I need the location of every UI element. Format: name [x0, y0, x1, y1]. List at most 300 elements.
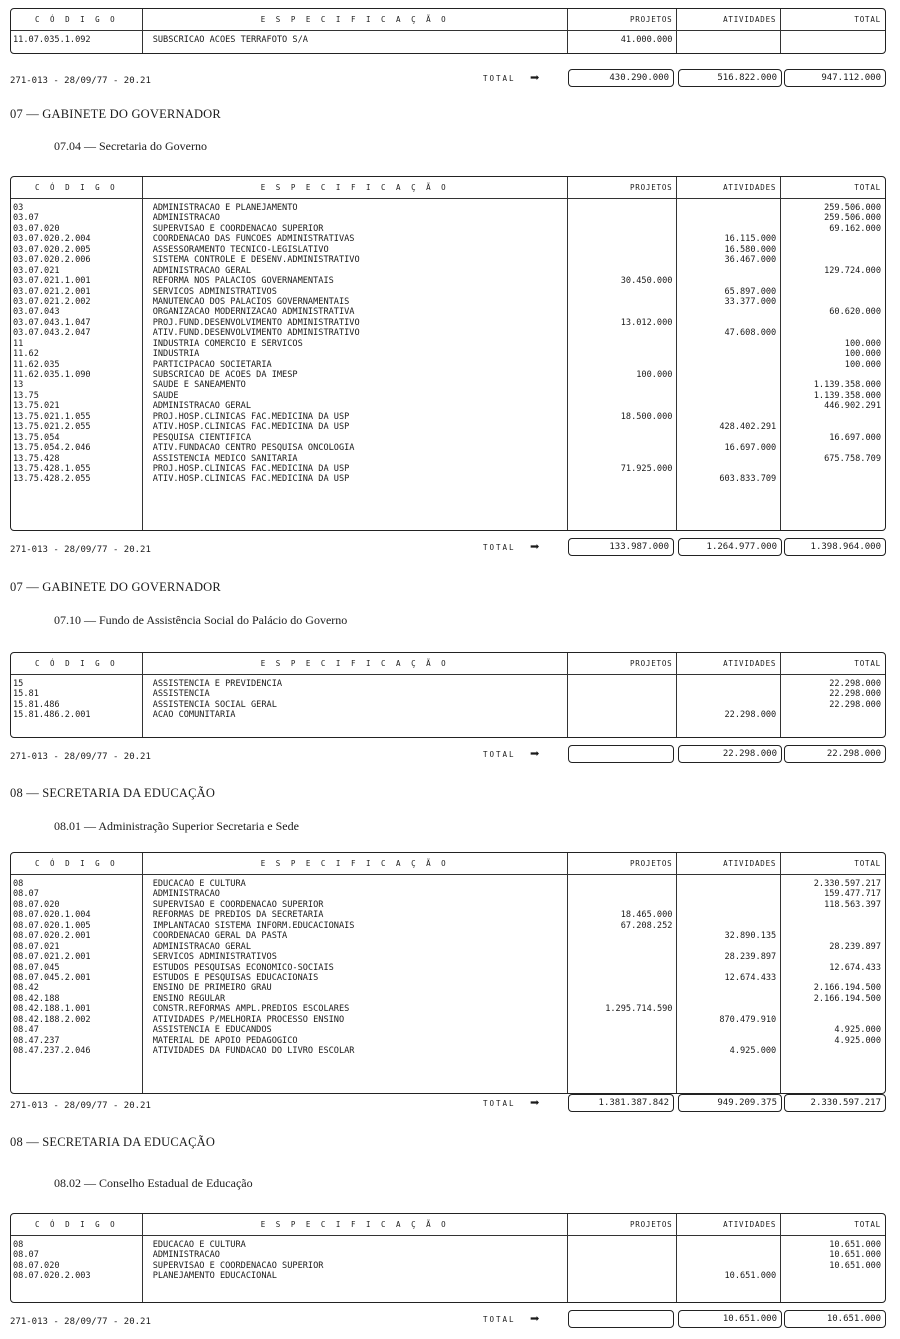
budget-table: [10, 1213, 886, 1303]
cell-atividades: [677, 689, 776, 699]
cell-projetos: [568, 963, 673, 973]
column-especificacao: [143, 31, 568, 53]
cell-especificacao: ATIV.FUND.DESENVOLVIMENTO ADMINISTRATIVO: [152, 328, 360, 339]
cell-atividades: [677, 889, 776, 899]
cell-codigo: 15.81: [13, 689, 39, 700]
cell-especificacao: ESTUDOS PESQUISAS ECONOMICO-SOCIAIS: [152, 962, 334, 973]
cell-codigo: 03.07.021.2.002: [13, 296, 91, 307]
cell-especificacao: ADMINISTRACAO GERAL: [152, 401, 252, 412]
cell-total: [781, 370, 881, 380]
cell-especificacao: SUBSCRICAO ACOES TERRAFOTO S/A: [152, 35, 308, 45]
cell-especificacao: ATIV.HOSP.CLINICAS FAC.MEDICINA DA USP: [152, 422, 350, 433]
cell-codigo: 13.75: [13, 390, 39, 401]
cell-atividades: [677, 224, 776, 234]
cell-codigo: 13.75.021: [13, 401, 60, 412]
total-atividades: 22.298.000: [678, 745, 782, 763]
cell-especificacao: EDUCACAO E CULTURA: [152, 879, 246, 889]
cell-codigo: 08.07.020.1.005: [13, 920, 91, 931]
cell-especificacao: CONSTR.REFORMAS AMPL.PREDIOS ESCOLARES: [152, 1004, 350, 1015]
cell-codigo: 08.42.188: [13, 993, 60, 1004]
footer-code: 271-013 - 28/09/77 - 20.21: [10, 76, 151, 86]
table-body: [11, 31, 885, 53]
cell-especificacao: ADMINISTRACAO: [152, 213, 220, 224]
cell-atividades: 4.925.000: [729, 1046, 777, 1056]
section-subheading: 07.04 — Secretaria do Governo: [54, 139, 207, 153]
column-projetos: [568, 675, 678, 737]
total-projetos: [568, 745, 674, 763]
cell-total: 22.298.000: [829, 689, 881, 700]
arrow-right-icon: ➡: [530, 1309, 540, 1328]
cell-atividades: [677, 900, 776, 910]
section-heading: 07 — GABINETE DO GOVERNADOR: [10, 107, 221, 121]
cell-total: [781, 245, 881, 255]
cell-projetos: 13.012.000: [620, 317, 673, 328]
cell-total: [781, 328, 881, 338]
cell-codigo: 13.75.428.1.055: [13, 463, 91, 474]
total-label: TOTAL: [483, 750, 516, 759]
cell-total: [781, 1004, 881, 1014]
cell-projetos: [568, 973, 673, 983]
cell-projetos: [568, 443, 673, 453]
total-label: TOTAL: [483, 1315, 516, 1324]
cell-especificacao: PESQUISA CIENTIFICA: [152, 432, 252, 443]
cell-projetos: [568, 339, 673, 349]
cell-atividades: 36.467.000: [724, 255, 777, 266]
cell-projetos: [568, 266, 673, 276]
cell-especificacao: MANUTENCAO DOS PALACIOS GOVERNAMENTAIS: [152, 296, 350, 307]
footer-code: 271-013 - 28/09/77 - 20.21: [10, 1317, 151, 1327]
cell-total: 2.166.194.500: [813, 993, 881, 1004]
cell-projetos: 67.208.252: [620, 920, 673, 931]
cell-codigo: 08: [13, 879, 24, 889]
cell-projetos: [568, 245, 673, 255]
cell-atividades: [677, 213, 776, 223]
cell-codigo: 11: [13, 338, 24, 349]
column-header-total: TOTAL: [854, 15, 881, 24]
cell-atividades: [677, 942, 776, 952]
cell-codigo: 13: [13, 380, 24, 391]
column-header-especificacao: E S P E C I F I C A Ç Ã O: [143, 9, 568, 30]
cell-especificacao: INDUSTRIA COMERCIO E SERVICOS: [152, 338, 303, 349]
cell-total: 259.506.000: [824, 203, 881, 213]
cell-especificacao: PROJ.FUND.DESENVOLVIMENTO ADMINISTRATIVO: [152, 317, 360, 328]
cell-projetos: [568, 360, 673, 370]
column-projetos: [568, 875, 678, 1093]
cell-especificacao: ADMINISTRACAO GERAL: [152, 941, 252, 952]
cell-codigo: 11.62.035.1.090: [13, 370, 91, 380]
cell-total: 69.162.000: [829, 223, 881, 234]
cell-projetos: [568, 710, 673, 720]
cell-atividades: [677, 349, 776, 359]
cell-total: 16.697.000: [829, 432, 881, 443]
cell-projetos: [568, 900, 673, 910]
cell-codigo: 03: [13, 203, 24, 213]
cell-total: [781, 1271, 881, 1281]
cell-projetos: [568, 224, 673, 234]
cell-projetos: [568, 942, 673, 952]
column-projetos: [568, 31, 678, 53]
cell-projetos: [568, 1240, 673, 1250]
cell-projetos: [568, 454, 673, 464]
column-especificacao: [143, 199, 568, 530]
cell-atividades: 603.833.709: [719, 474, 777, 485]
arrow-right-icon: ➡: [530, 1093, 540, 1112]
table-header: [11, 853, 885, 875]
column-header-projetos: PROJETOS: [568, 177, 678, 198]
cell-codigo: 08.47: [13, 1025, 39, 1036]
cell-atividades: [677, 963, 776, 973]
cell-codigo: 15: [13, 679, 24, 689]
cell-total: [781, 443, 881, 453]
cell-projetos: [568, 689, 673, 699]
total-atividades: 1.264.977.000: [678, 538, 782, 556]
cell-especificacao: ADMINISTRACAO: [152, 1250, 220, 1261]
cell-codigo: 11.62.035: [13, 359, 60, 370]
cell-total: 22.298.000: [829, 699, 881, 710]
column-atividades: [677, 1236, 781, 1302]
total-projetos: [568, 1310, 674, 1328]
total-total: 22.298.000: [784, 745, 886, 763]
cell-projetos: [568, 1250, 673, 1260]
column-header-atividades: ATIVIDADES: [677, 1214, 781, 1235]
cell-total: [781, 297, 881, 307]
cell-atividades: [677, 921, 776, 931]
cell-especificacao: SERVICOS ADMINISTRATIVOS: [152, 952, 277, 963]
cell-especificacao: ASSISTENCIA E EDUCANDOS: [152, 1025, 272, 1036]
cell-codigo: 08.07.020: [13, 899, 60, 910]
cell-total: 10.651.000: [829, 1260, 881, 1271]
cell-total: 28.239.897: [829, 941, 881, 952]
table-body: [11, 199, 885, 530]
cell-especificacao: PARTICIPACAO SOCIETARIA: [152, 359, 272, 370]
column-atividades: [677, 31, 781, 53]
cell-total: [781, 973, 881, 983]
cell-codigo: 08.07.021: [13, 941, 60, 952]
column-header-especificacao: E S P E C I F I C A Ç Ã O: [143, 1214, 568, 1235]
total-atividades: 10.651.000: [678, 1310, 782, 1328]
cell-especificacao: INDUSTRIA: [152, 349, 200, 360]
cell-codigo: 03.07.021: [13, 265, 60, 276]
cell-codigo: 08.07: [13, 1250, 39, 1261]
cell-total: [781, 1046, 881, 1056]
cell-total: [781, 234, 881, 244]
column-header-codigo: C Ó D I G O: [11, 9, 143, 30]
cell-projetos: [568, 1271, 673, 1281]
cell-especificacao: SUPERVISAO E COORDENACAO SUPERIOR: [152, 1260, 324, 1271]
cell-codigo: 03.07.020.2.006: [13, 255, 91, 266]
cell-codigo: 08.07.045.2.001: [13, 972, 91, 983]
column-total: [781, 199, 885, 530]
cell-codigo: 08.07.020.1.004: [13, 910, 91, 921]
table-body: [11, 875, 885, 1093]
cell-projetos: [568, 1261, 673, 1271]
cell-especificacao: ENSINO REGULAR: [152, 993, 226, 1004]
cell-especificacao: REFORMA NOS PALACIOS GOVERNAMENTAIS: [152, 276, 334, 287]
cell-atividades: [677, 318, 776, 328]
cell-projetos: [568, 234, 673, 244]
cell-projetos: [568, 213, 673, 223]
cell-total: 10.651.000: [829, 1250, 881, 1261]
cell-atividades: 33.377.000: [724, 296, 777, 307]
cell-atividades: 16.115.000: [724, 234, 777, 245]
cell-atividades: [677, 679, 776, 689]
column-header-total: TOTAL: [854, 1220, 881, 1229]
section-subheading: 08.01 — Administração Superior Secretaria e Sede: [54, 819, 299, 833]
budget-table: [10, 852, 886, 1094]
column-header-total: TOTAL: [854, 659, 881, 668]
cell-codigo: 13.75.021.1.055: [13, 411, 91, 422]
cell-atividades: [677, 910, 776, 920]
cell-especificacao: ADMINISTRACAO E PLANEJAMENTO: [152, 203, 298, 213]
cell-atividades: 16.580.000: [724, 244, 777, 255]
column-header-codigo: C Ó D I G O: [11, 177, 143, 198]
cell-projetos: [568, 1025, 673, 1035]
cell-total: [781, 474, 881, 484]
total-projetos: 133.987.000: [568, 538, 674, 556]
total-projetos: 1.381.387.842: [568, 1094, 674, 1112]
cell-total: [781, 952, 881, 962]
cell-codigo: 03.07.021.1.001: [13, 276, 91, 287]
cell-codigo: 03.07.043: [13, 307, 60, 318]
cell-total: 60.620.000: [829, 307, 881, 318]
cell-atividades: [677, 433, 776, 443]
cell-total: [781, 287, 881, 297]
cell-atividades: [677, 1261, 776, 1271]
total-label: TOTAL: [483, 74, 516, 83]
cell-especificacao: ATIV.HOSP.CLINICAS FAC.MEDICINA DA USP: [152, 474, 350, 485]
cell-codigo: 13.75.428: [13, 453, 60, 464]
cell-codigo: 08.42.188.1.001: [13, 1004, 91, 1015]
section-subheading: 07.10 — Fundo de Assistência Social do Palácio do Governo: [54, 613, 348, 627]
column-header-projetos: PROJETOS: [568, 653, 678, 674]
cell-total: 4.925.000: [834, 1025, 881, 1036]
cell-especificacao: SUBSCRICAO DE ACOES DA IMESP: [152, 370, 298, 380]
cell-projetos: [568, 1046, 673, 1056]
cell-atividades: [677, 1036, 776, 1046]
cell-atividades: [677, 1250, 776, 1260]
cell-projetos: [568, 255, 673, 265]
cell-total: 100.000: [844, 359, 881, 370]
cell-total: [781, 710, 881, 720]
cell-projetos: [568, 433, 673, 443]
cell-especificacao: ASSISTENCIA: [152, 689, 210, 700]
cell-especificacao: ENSINO DE PRIMEIRO GRAU: [152, 983, 272, 994]
footer-code: 271-013 - 28/09/77 - 20.21: [10, 1101, 151, 1111]
cell-total: [781, 255, 881, 265]
cell-codigo: 15.81.486.2.001: [13, 710, 91, 721]
column-codigo: [11, 675, 143, 737]
column-header-total: TOTAL: [854, 183, 881, 192]
cell-codigo: 08.42: [13, 983, 39, 994]
cell-total: [781, 422, 881, 432]
cell-especificacao: ADMINISTRACAO: [152, 889, 220, 900]
cell-total: 675.758.709: [824, 453, 881, 464]
cell-especificacao: ACAO COMUNITARIA: [152, 710, 236, 721]
cell-especificacao: SUPERVISAO E COORDENACAO SUPERIOR: [152, 899, 324, 910]
cell-total: 22.298.000: [829, 679, 881, 689]
column-codigo: [11, 1236, 143, 1302]
table-header: [11, 9, 885, 31]
footer-code: 271-013 - 28/09/77 - 20.21: [10, 545, 151, 555]
section-subheading: 08.02 — Conselho Estadual de Educação: [54, 1176, 253, 1190]
table-header: [11, 177, 885, 199]
cell-projetos: [568, 297, 673, 307]
cell-total: [781, 276, 881, 286]
table-header: [11, 1214, 885, 1236]
cell-total: 10.651.000: [829, 1240, 881, 1250]
cell-especificacao: SAUDE E SANEAMENTO: [152, 380, 246, 391]
cell-projetos: 30.450.000: [620, 276, 673, 287]
cell-projetos: [568, 700, 673, 710]
cell-atividades: 47.608.000: [724, 328, 777, 339]
cell-codigo: 08.07.020.2.003: [13, 1271, 91, 1282]
budget-table: [10, 652, 886, 738]
cell-projetos: [568, 1015, 673, 1025]
table-header: [11, 653, 885, 675]
cell-codigo: 15.81.486: [13, 699, 60, 710]
cell-codigo: 03.07.021.2.001: [13, 286, 91, 297]
cell-atividades: [677, 360, 776, 370]
column-header-atividades: ATIVIDADES: [677, 177, 781, 198]
cell-projetos: [568, 474, 673, 484]
cell-total: [781, 318, 881, 328]
column-codigo: [11, 31, 143, 53]
cell-projetos: [568, 931, 673, 941]
table-body: [11, 1236, 885, 1302]
cell-atividades: [677, 203, 776, 213]
total-atividades: 949.209.375: [678, 1094, 782, 1112]
cell-codigo: 08.47.237: [13, 1035, 60, 1046]
cell-especificacao: EDUCACAO E CULTURA: [152, 1240, 246, 1250]
column-especificacao: [143, 675, 568, 737]
cell-atividades: [677, 879, 776, 889]
total-label: TOTAL: [483, 543, 516, 552]
column-codigo: [11, 199, 143, 530]
cell-codigo: 03.07.020: [13, 223, 60, 234]
cell-especificacao: PLANEJAMENTO EDUCACIONAL: [152, 1271, 277, 1282]
cell-codigo: 03.07.020.2.004: [13, 234, 91, 245]
total-total: 947.112.000: [784, 69, 886, 87]
cell-codigo: 08.47.237.2.046: [13, 1046, 91, 1056]
total-total: 1.398.964.000: [784, 538, 886, 556]
cell-total: 259.506.000: [824, 213, 881, 224]
cell-especificacao: ASSESSORAMENTO TECNICO-LEGISLATIVO: [152, 244, 329, 255]
cell-total: [781, 35, 881, 45]
total-projetos: 430.290.000: [568, 69, 674, 87]
column-projetos: [568, 199, 678, 530]
cell-especificacao: MATERIAL DE APOIO PEDAGOGICO: [152, 1035, 298, 1046]
cell-atividades: [677, 1004, 776, 1014]
cell-projetos: [568, 952, 673, 962]
column-codigo: [11, 875, 143, 1093]
cell-total: 4.925.000: [834, 1035, 881, 1046]
column-total: [781, 31, 885, 53]
column-total: [781, 875, 885, 1093]
cell-especificacao: ADMINISTRACAO GERAL: [152, 265, 252, 276]
cell-atividades: [677, 700, 776, 710]
cell-codigo: 13.75.021.2.055: [13, 422, 91, 433]
cell-total: 446.902.291: [824, 401, 881, 412]
cell-projetos: 1.295.714.590: [605, 1004, 673, 1015]
cell-projetos: 18.465.000: [620, 910, 673, 921]
cell-atividades: [677, 401, 776, 411]
cell-projetos: [568, 391, 673, 401]
cell-codigo: 11.07.035.1.092: [13, 35, 91, 45]
cell-projetos: [568, 203, 673, 213]
column-header-codigo: C Ó D I G O: [11, 653, 143, 674]
cell-atividades: [677, 983, 776, 993]
cell-codigo: 08.07.045: [13, 962, 60, 973]
column-atividades: [677, 675, 781, 737]
cell-projetos: 18.500.000: [620, 411, 673, 422]
column-header-especificacao: E S P E C I F I C A Ç Ã O: [143, 177, 568, 198]
column-header-atividades: ATIVIDADES: [677, 853, 781, 874]
cell-especificacao: ASSISTENCIA SOCIAL GERAL: [152, 699, 277, 710]
cell-projetos: [568, 349, 673, 359]
section-heading: 08 — SECRETARIA DA EDUCAÇÃO: [10, 1135, 216, 1149]
cell-codigo: 13.75.054.2.046: [13, 443, 91, 454]
cell-especificacao: ATIV.FUNDACAO CENTRO PESQUISA ONCOLOGIA: [152, 443, 355, 454]
column-projetos: [568, 1236, 678, 1302]
column-header-especificacao: E S P E C I F I C A Ç Ã O: [143, 653, 568, 674]
cell-atividades: [677, 307, 776, 317]
column-header-codigo: C Ó D I G O: [11, 853, 143, 874]
cell-codigo: 11.62: [13, 349, 39, 360]
cell-total: [781, 910, 881, 920]
cell-total: [781, 931, 881, 941]
cell-codigo: 08.07.020.2.001: [13, 931, 91, 942]
column-header-atividades: ATIVIDADES: [677, 653, 781, 674]
cell-total: 159.477.717: [824, 889, 881, 900]
column-total: [781, 675, 885, 737]
cell-especificacao: ASSISTENCIA E PREVIDENCIA: [152, 679, 283, 689]
cell-atividades: 870.479.910: [719, 1014, 777, 1025]
cell-projetos: 100.000: [636, 370, 673, 380]
column-header-total: TOTAL: [854, 859, 881, 868]
cell-especificacao: COORDENACAO DAS FUNCOES ADMINISTRATIVAS: [152, 234, 355, 245]
cell-atividades: [677, 1025, 776, 1035]
cell-projetos: [568, 328, 673, 338]
cell-especificacao: SISTEMA CONTROLE E DESENV.ADMINISTRATIVO: [152, 255, 360, 266]
cell-projetos: [568, 307, 673, 317]
cell-projetos: [568, 889, 673, 899]
cell-atividades: [677, 454, 776, 464]
cell-total: 100.000: [844, 338, 881, 349]
cell-especificacao: PROJ.HOSP.CLINICAS FAC.MEDICINA DA USP: [152, 411, 350, 422]
cell-total: [781, 412, 881, 422]
cell-atividades: 428.402.291: [719, 422, 777, 433]
cell-especificacao: PROJ.HOSP.CLINICAS FAC.MEDICINA DA USP: [152, 463, 350, 474]
cell-atividades: 65.897.000: [724, 286, 777, 297]
cell-projetos: [568, 994, 673, 1004]
cell-codigo: 03.07.043.2.047: [13, 328, 91, 339]
table-body: [11, 675, 885, 737]
column-header-codigo: C Ó D I G O: [11, 1214, 143, 1235]
column-atividades: [677, 875, 781, 1093]
cell-codigo: 08.42.188.2.002: [13, 1014, 91, 1025]
arrow-right-icon: ➡: [530, 744, 540, 763]
column-atividades: [677, 199, 781, 530]
cell-especificacao: ESTUDOS E PESQUISAS EDUCACIONAIS: [152, 972, 319, 983]
cell-total: 12.674.433: [829, 962, 881, 973]
cell-atividades: [677, 370, 776, 380]
footer-code: 271-013 - 28/09/77 - 20.21: [10, 752, 151, 762]
cell-atividades: [677, 1240, 776, 1250]
cell-especificacao: ASSISTENCIA MEDICO SANITARIA: [152, 453, 298, 464]
cell-atividades: [677, 412, 776, 422]
cell-atividades: [677, 391, 776, 401]
column-especificacao: [143, 1236, 568, 1302]
